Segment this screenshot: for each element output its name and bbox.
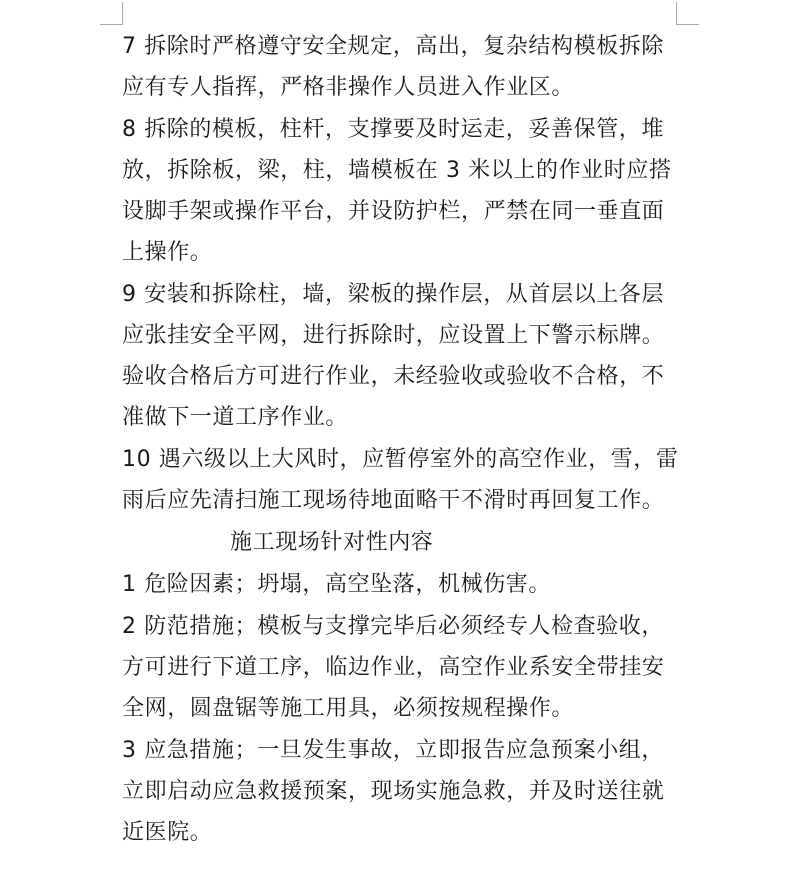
margin-corner-mark-right: [676, 2, 699, 25]
list-item-emergency: 3 应急措施；一旦发生事故，立即报告应急预案小组，立即启动应急救援预案，现场实施急救，并及时送往就近医院。: [122, 738, 665, 845]
document-body: [122, 26, 682, 853]
paragraph-item-7: 7 拆除时严格遵守安全规定，高出，复杂结构模板拆除应有专人指挥，严格非操作人员进入作业区。: [122, 34, 664, 100]
paragraph-item-9: 9 安装和拆除柱，墙，梁板的操作层，从首层以上各层应张挂安全平网，进行拆除时，应设置上下警示标牌。验收合格后方可进行作业，未经验收或验收不合格，不准做下一道工序作业。: [122, 282, 665, 430]
margin-corner-mark-left: [100, 2, 123, 25]
section-heading: 施工现场针对性内容: [230, 530, 434, 555]
list-item-precautions: 2 防范措施；模板与支撑完毕后必须经专人检查验收，方可进行下道工序，临边作业，高空作业系安全带挂安全网，圆盘锯等施工用具，必须按规程操作。: [122, 614, 665, 721]
paragraph-item-8: 8 拆除的模板，柱杆，支撑要及时运走，妥善保管，堆放，拆除板，梁，柱，墙模板在 3 米以上的作业时应搭设脚手架或操作平台，并设防护栏，严禁在同一垂直面上操作。: [122, 117, 672, 265]
paragraph-item-10: 10 遇六级以上大风时，应暂停室外的高空作业，雪，雷雨后应先清扫施工现场待地面略干不滑时再回复工作。: [122, 447, 679, 513]
list-item-hazards: 1 危险因素；坍塌，高空坠落，机械伤害。: [122, 572, 551, 597]
